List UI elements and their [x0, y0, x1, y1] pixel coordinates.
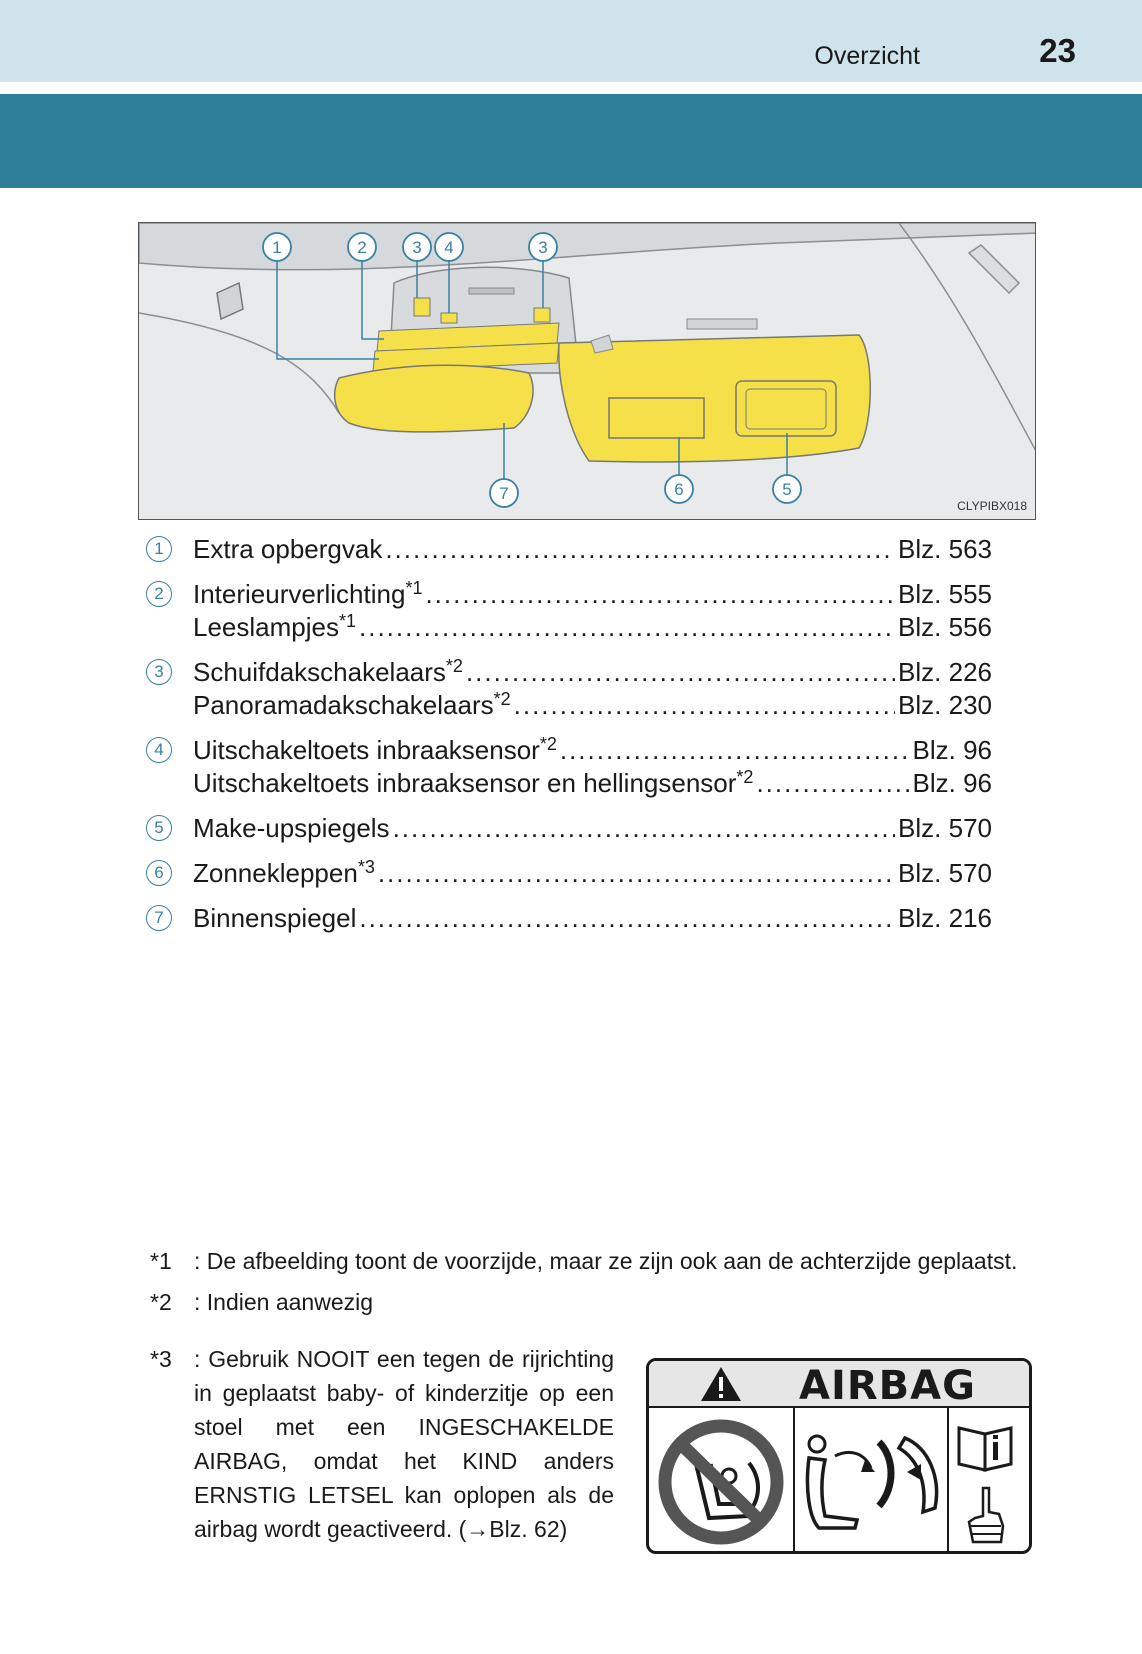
dot-leader [385, 534, 895, 565]
footnote-mark: *3 [150, 1346, 172, 1372]
index-label-text: Panoramadakschakelaars [193, 690, 494, 720]
index-entry-6 [146, 858, 992, 891]
index-label-text: Make-upspiegels [193, 813, 390, 843]
airbag-warning-label [646, 1358, 1032, 1554]
index-label-text: Uitschakeltoets inbraaksensor en hellingsensor [193, 768, 737, 798]
index-entry-1 [146, 534, 992, 567]
index-number-badge: 1 [146, 536, 172, 562]
page-number: 23 [1039, 32, 1076, 69]
airbag-label-header [649, 1361, 1029, 1408]
pointing-hand-icon [949, 1482, 1025, 1552]
index-label [193, 813, 390, 844]
index-entry-2 [146, 579, 992, 645]
index-label [193, 534, 382, 565]
airbag-cell-prohibition [649, 1408, 795, 1554]
callout-5: 5 [782, 480, 792, 499]
callout-3a: 3 [412, 238, 422, 257]
index-label [193, 735, 557, 766]
page-reference: Blz. 226 [898, 657, 992, 687]
dot-leader [514, 690, 895, 721]
footnote-mark: *2 [150, 1289, 172, 1315]
dot-leader [425, 579, 895, 610]
index-label-text: Schuifdakschakelaars [193, 657, 446, 687]
index-number-badge: 5 [146, 815, 172, 841]
index-line [193, 657, 992, 690]
footnote-2 [150, 1289, 1020, 1316]
page-reference: Blz. 96 [912, 735, 992, 765]
index-entry-3 [146, 657, 992, 723]
illustration-drawing [139, 223, 1036, 520]
footnote-text: : Gebruik NOOIT een tegen de rijrichting in geplaatst baby- of kinderzitje op een stoel met een INGESCHAKELDE AIRBAG, omdat het KIND anders ERNSTIG LETSEL kan oplopen als de airbag wordt geactiveerd. (→Blz. 62) [194, 1346, 614, 1542]
index-label-text: Extra opbergvak [193, 534, 383, 564]
airbag-cell-seat [795, 1408, 949, 1554]
seat-airbag-deploy-icon [795, 1408, 947, 1554]
index-footnote-ref: *2 [736, 767, 754, 787]
index-line [193, 735, 992, 768]
index-line [193, 768, 992, 801]
index-number-badge: 6 [146, 860, 172, 886]
footnote-mark: *1 [150, 1248, 172, 1274]
page-reference: Blz. 230 [898, 690, 992, 720]
dot-leader [378, 858, 895, 889]
index-label-text: Interieurverlichting [193, 579, 406, 609]
index-label-text: Zonnekleppen [193, 858, 358, 888]
dot-leader [359, 612, 895, 643]
page-reference: Blz. 96 [912, 768, 992, 798]
index-line [193, 813, 992, 846]
page-reference: Blz. 216 [898, 903, 992, 933]
index-number-badge: 2 [146, 581, 172, 607]
index-label [193, 858, 375, 889]
index-label [193, 612, 356, 643]
index-line [193, 903, 992, 936]
page-reference: Blz. 556 [898, 612, 992, 642]
index-entry-4 [146, 735, 992, 801]
overhead-console-illustration [138, 222, 1036, 520]
index-line [193, 690, 992, 723]
footnote-text: : Indien aanwezig [194, 1289, 374, 1315]
callout-3b: 3 [538, 238, 548, 257]
dot-leader [756, 768, 909, 799]
chapter-band [0, 94, 1142, 188]
index-entry-7 [146, 903, 992, 936]
footnote-3 [150, 1342, 614, 1546]
callout-4: 4 [444, 238, 454, 257]
index-number-badge: 7 [146, 905, 172, 931]
page-reference: Blz. 570 [898, 858, 992, 888]
index-label-text: Binnenspiegel [193, 903, 357, 933]
callout-2: 2 [357, 238, 367, 257]
index-footnote-ref: *1 [338, 611, 356, 631]
index-label-text: Uitschakeltoets inbraaksensor [193, 735, 540, 765]
airbag-cell-manual [949, 1408, 1025, 1554]
index-number-badge: 4 [146, 737, 172, 763]
dot-leader [466, 657, 895, 688]
index-footnote-ref: *2 [539, 734, 557, 754]
index-label [193, 768, 753, 799]
index-label [193, 657, 463, 688]
index-line [193, 534, 992, 567]
footnote-1 [150, 1248, 1020, 1275]
airbag-label-body [649, 1408, 1029, 1554]
index-line [193, 612, 992, 645]
figure-code: CLYPIBX018 [957, 499, 1027, 513]
index-footnote-ref: *3 [357, 857, 375, 877]
page-reference: Blz. 570 [898, 813, 992, 843]
callout-6: 6 [674, 480, 684, 499]
page-reference: Blz. 563 [898, 534, 992, 564]
dot-leader [560, 735, 910, 766]
index-list [146, 534, 992, 948]
index-entry-5 [146, 813, 992, 846]
index-number-badge: 3 [146, 659, 172, 685]
page-reference: Blz. 555 [898, 579, 992, 609]
callout-7: 7 [499, 484, 509, 503]
no-rear-facing-child-seat-icon [649, 1408, 793, 1554]
footnote-text: : De afbeelding toont de voorzijde, maar ze zijn ook aan de achterzijde geplaatst. [194, 1248, 1018, 1274]
section-title: Overzicht [814, 42, 920, 70]
index-label [193, 579, 422, 610]
index-line [193, 579, 992, 612]
dot-leader [393, 813, 895, 844]
index-label [193, 903, 356, 934]
airbag-word: AIRBAG [799, 1363, 976, 1409]
index-footnote-ref: *2 [445, 656, 463, 676]
index-label [193, 690, 511, 721]
header-band [0, 0, 1142, 82]
dot-leader [359, 903, 895, 934]
index-label-text: Leeslampjes [193, 612, 339, 642]
callout-1: 1 [272, 238, 282, 257]
index-footnote-ref: *2 [493, 689, 511, 709]
index-footnote-ref: *1 [405, 578, 423, 598]
index-line [193, 858, 992, 891]
warning-triangle-icon [699, 1365, 743, 1403]
